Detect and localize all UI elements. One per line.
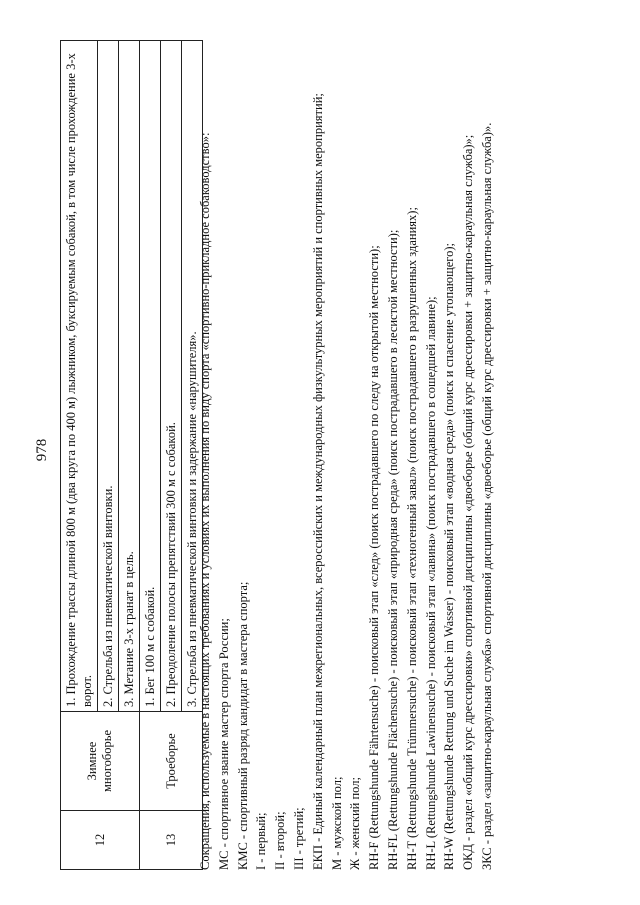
discipline-name	[140, 712, 203, 811]
abbreviation-item: Ж - женский пол;	[348, 777, 363, 870]
abbreviation-item: ЕКП - Единый календарный план межрегиональных, всероссийских и международных физкультурных мероприятий и спортивных мероприятий;	[310, 93, 325, 870]
exercise-item: 2. Стрельба из пневматической винтовки.	[98, 41, 119, 711]
rotated-page	[34, 40, 594, 870]
exercise-item: 1. Бег 100 м с собакой.	[140, 41, 161, 711]
table-row	[140, 41, 203, 870]
abbreviation-item: ЗКС - раздел «защитно-караульная служба» спортивной дисциплины «двоеборье (общий курс дрессировки + защитно-караульная служба)».	[479, 122, 494, 870]
abbreviation-item: RH-L (Rettungshunde Lawinensuche) - поисковый этап «лавина» (поиск пострадавшего в сошедшей лавине);	[423, 296, 438, 870]
exercise-list	[140, 41, 203, 712]
abbreviation-item: II - второй;	[273, 811, 288, 870]
abbreviation-item: ОКД - раздел «общий курс дрессировки» спортивной дисциплины «двоеборье (общий курс дрессировки + защитно-караульная служба)»;	[461, 134, 476, 870]
exercise-item: 3. Метание 3-х гранат в цель.	[122, 551, 136, 707]
abbreviations-section	[196, 40, 497, 870]
exercise-item: 1. Прохождение трассы длиной 800 м (два круга по 400 м) лыжником, буксируемым собакой, в том числе прохождение 3-х ворот.	[61, 41, 98, 711]
exercise-item: 2. Преодоление полосы препятствий 300 м с собакой.	[161, 41, 182, 711]
abbreviations-intro: Сокращения, используемые в настоящих требованиях и условиях их выполнения по виду спорта «спортивно-прикладное собаководство»:	[198, 132, 212, 870]
abbreviation-item: III - третий;	[291, 807, 306, 870]
abbreviation-item: RH-W (Rettungshunde Rettung und Suche im Wasser) - поисковый этап «водная среда» (поиск и спасение утопающего);	[442, 243, 457, 870]
row-number: 13	[140, 811, 203, 870]
discipline-name-line: Троеборье	[163, 733, 178, 789]
abbreviation-item: I - первый;	[254, 812, 269, 870]
row-number: 12	[61, 811, 140, 870]
abbreviation-item: RH-F (Rettungshunde Fährtensuche) - поисковый этап «след» (поиск пострадавшего по следу на открытой местности);	[367, 245, 382, 870]
abbreviation-item: КМС - спортивный разряд кандидат в мастера спорта;	[235, 581, 250, 870]
abbreviation-item: МС - спортивное звание мастер спорта России;	[216, 618, 231, 870]
abbreviation-item: RH-T (Rettungshunde Trümmersuche) - поисковый этап «техногенный завал» (поиск пострадавшего в разрушенных зданиях);	[404, 207, 419, 870]
page-number: 978	[34, 438, 50, 462]
discipline-name-line: Зимнее	[85, 741, 99, 781]
discipline-name	[61, 712, 140, 811]
exercise-item: 3. Стрельба из пневматической винтовки и задержание «нарушителя».	[185, 331, 199, 707]
abbreviation-item: М - мужской пол;	[329, 776, 344, 870]
abbreviation-item: RH-FL (Rettungshunde Flächensuche) - поисковый этап «природная среда» (поиск пострадавшего в лесистой местности);	[385, 229, 400, 870]
discipline-name-line: многоборье	[100, 729, 114, 793]
requirements-table	[60, 40, 203, 870]
table-row	[61, 41, 140, 870]
exercise-list	[61, 41, 140, 712]
